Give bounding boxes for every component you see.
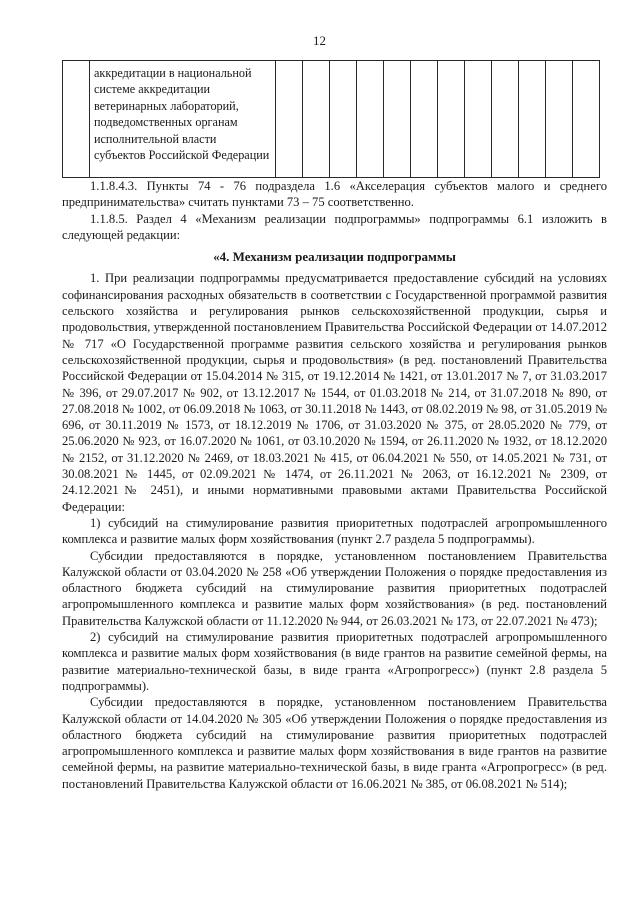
table-cell-empty bbox=[438, 61, 465, 178]
body-paragraph: 1. При реализации подпрограммы предусматривается предоставление субсидий на условиях софинансирования расходных обязательств в соответствии с Государственной программой развития сельского хозяйства и регулирования рынков сельскохозяйственной продукции, сырья и продовольствия, утвержденной постановлением Правительства Российской Федерации от 14.07.2012 № 717 «О Государственной программе развития сельского хозяйства и регулирования рынков сельскохозяйственной продукции, сырья и продовольствия» (в ред. постановлений Правительства Российской Федерации от 15.04.2014 № 315, от 19.12.2014 № 1421, от 13.01.2017 № 7, от 31.03.2017 № 396, от 29.07.2017 № 902, от 13.12.2017 № 1544, от 01.03.2018 № 214, от 31.07.2018 № 890, от 27.08.2018 № 1002, от 06.09.2018 № 1063, от 30.11.2018 № 1443, от 08.02.2019 № 98, от 31.05.2019 № 696, от 30.11.2019 № 1573, от 18.12.2019 № 1706, от 31.03.2020 № 375, от 28.05.2020 № 779, от 25.06.2020 № 923, от 16.07.2020 № 1061, от 03.10.2020 № 1594, от 26.11.2020 № 1932, от 18.12.2020 № 2152, от 31.12.2020 № 2469, от 18.03.2021 № 415, от 06.04.2021 № 550, от 14.05.2021 № 731, от 30.08.2021 № 1445, от 02.09.2021 № 1474, от 26.11.2021 № 2063, от 16.12.2021 № 2309, от 24.12.2021№ 2451), и иными нормативными правовыми актами Правительства Российской Федерации: bbox=[62, 271, 607, 514]
table-cell-text bbox=[90, 61, 276, 178]
table-cell-empty bbox=[546, 61, 573, 178]
table-row bbox=[63, 61, 600, 178]
table-cell-empty bbox=[411, 61, 438, 178]
section-heading: «4. Механизм реализации подпрограммы bbox=[213, 249, 456, 265]
table-cell-empty bbox=[492, 61, 519, 178]
table-cell-empty bbox=[303, 61, 330, 178]
page-number: 12 bbox=[313, 33, 326, 48]
table-cell-empty bbox=[330, 61, 357, 178]
table-cell-empty bbox=[384, 61, 411, 178]
paragraph-amendment-2: 1.1.8.5. Раздел 4 «Механизм реализации подпрограммы» подпрограммы 6.1 изложить в следующей редакции: bbox=[62, 211, 607, 242]
table-cell-empty bbox=[465, 61, 492, 178]
table-cell-number bbox=[63, 61, 90, 178]
table-fragment bbox=[62, 60, 600, 178]
table-cell-empty bbox=[519, 61, 546, 178]
table-cell-empty bbox=[357, 61, 384, 178]
body-paragraph: Субсидии предоставляются в порядке, установленном постановлением Правительства Калужской области от 14.04.2020 № 305 «Об утверждении Положения о порядке предоставления из областного бюджета субсидий на стимулирование развития приоритетных подотраслей агропромышленного комплекса и развитие малых форм хозяйствования в виде грантов на развитие семейной фермы, на развитие материально-технической базы, в виде гранта «Агропрогресс» (в ред. постановлений Правительства Калужской области от 16.06.2021 № 385, от 06.08.2021 № 514); bbox=[62, 695, 607, 791]
table-cell-content: аккредитации в национальной системе аккредитации ветеринарных лабораторий, подведомственных органам исполнительной власти субъектов Российской Федерации bbox=[94, 66, 270, 163]
table-cell-empty bbox=[573, 61, 600, 178]
body-paragraph: 1) субсидий на стимулирование развития приоритетных подотраслей агропромышленного комплекса и развитие малых форм хозяйствования (пункт 2.7 раздела 5 подпрограммы). bbox=[62, 515, 607, 547]
table-cell-empty bbox=[276, 61, 303, 178]
body-paragraph: Субсидии предоставляются в порядке, установленном постановлением Правительства Калужской области от 03.04.2020 № 258 «Об утверждении Положения о порядке предоставления из областного бюджета субсидий на стимулирование развития приоритетных подотраслей агропромышленного комплекса и развитие малых форм хозяйствования» (в ред. постановлений Правительства Калужской области от 11.12.2020 № 944, от 26.03.2021 № 173, от 22.07.2021 № 473); bbox=[62, 548, 607, 628]
body-paragraph: 2) субсидий на стимулирование развития приоритетных подотраслей агропромышленного комплекса и развитие малых форм хозяйствования (в виде грантов на развитие семейной фермы, на развитие материально-технической базы, в виде гранта «Агропрогресс») (пункт 2.8 раздела 5 подпрограммы). bbox=[62, 630, 607, 693]
paragraph-amendment-1: 1.1.8.4.3. Пункты 74 - 76 подраздела 1.6 «Акселерация субъектов малого и среднего предпринимательства» считать пунктами 73 – 75 соответственно. bbox=[62, 179, 607, 210]
document-body bbox=[62, 178, 607, 792]
